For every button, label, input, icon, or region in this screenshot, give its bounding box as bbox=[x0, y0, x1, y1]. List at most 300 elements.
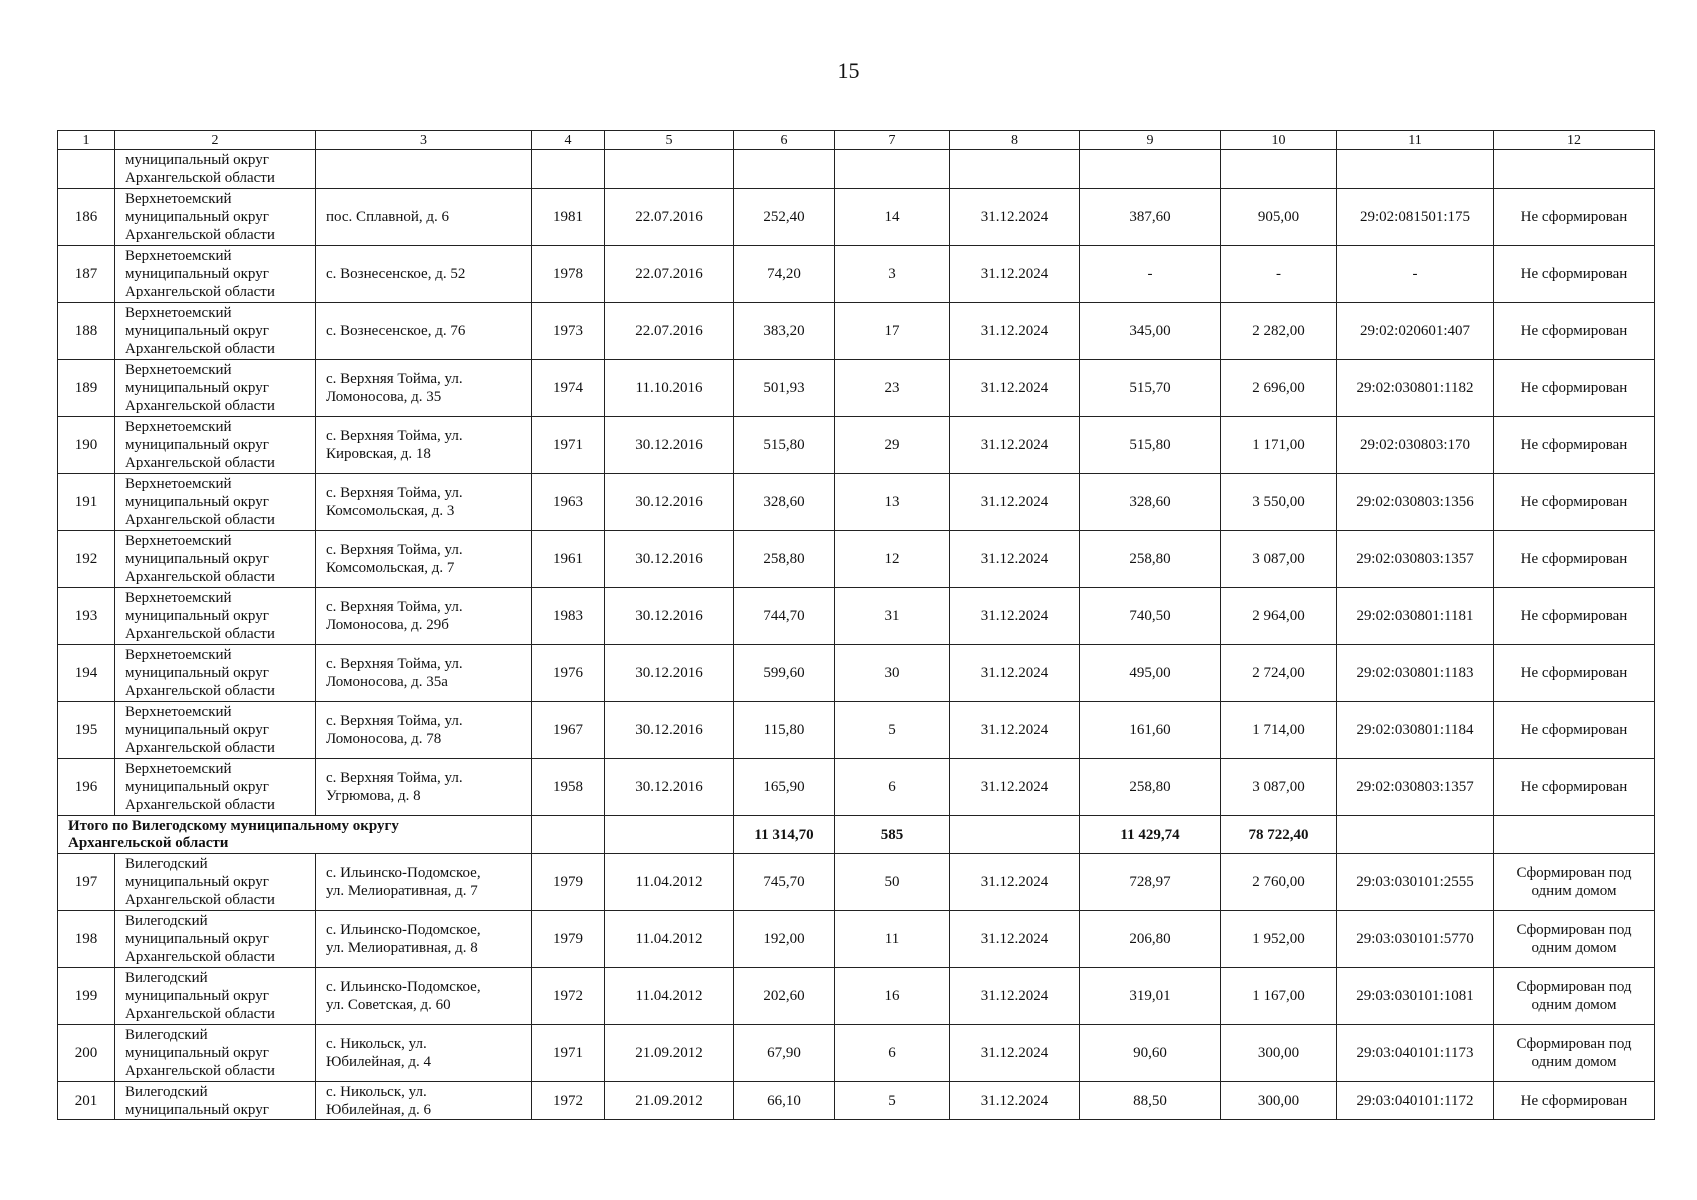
cadastral-number: 29:03:030101:1081 bbox=[1337, 968, 1494, 1025]
cadastral-number: 29:03:040101:1173 bbox=[1337, 1025, 1494, 1082]
land-status bbox=[1494, 1025, 1655, 1082]
recognition-date: 30.12.2016 bbox=[605, 702, 734, 759]
municipality-name-line: Архангельской области bbox=[125, 683, 275, 699]
land-status bbox=[1494, 531, 1655, 588]
house-area: 501,93 bbox=[734, 360, 835, 417]
cadastral-number: 29:02:030801:1183 bbox=[1337, 645, 1494, 702]
land-status bbox=[1494, 474, 1655, 531]
address-line: ул. Советская, д. 60 bbox=[326, 997, 451, 1013]
address-line: с. Верхняя Тойма, ул. bbox=[326, 485, 463, 501]
row-number: 198 bbox=[58, 911, 115, 968]
municipality-name bbox=[115, 911, 316, 968]
table-row-continued bbox=[58, 150, 1655, 189]
table-row bbox=[58, 303, 1655, 360]
residents-count: 5 bbox=[835, 702, 950, 759]
municipality-name-line: Верхнетоемский bbox=[125, 590, 232, 606]
house-area: 383,20 bbox=[734, 303, 835, 360]
municipality-name-line: муниципальный округ bbox=[125, 931, 269, 947]
address bbox=[316, 968, 532, 1025]
empty-cell bbox=[950, 816, 1080, 854]
empty-cell bbox=[1337, 816, 1494, 854]
municipality-name-line: Верхнетоемский bbox=[125, 761, 232, 777]
municipality-name bbox=[115, 645, 316, 702]
municipality-name-line: Архангельской области bbox=[125, 341, 275, 357]
land-status bbox=[1494, 968, 1655, 1025]
recognition-date: 30.12.2016 bbox=[605, 417, 734, 474]
land-area: 300,00 bbox=[1221, 1025, 1337, 1082]
address-line: с. Верхняя Тойма, ул. bbox=[326, 713, 463, 729]
row-number: 197 bbox=[58, 854, 115, 911]
municipality-name-line: Вилегодский bbox=[125, 970, 208, 986]
land-status-line: Не сформирован bbox=[1520, 494, 1628, 510]
land-area: 2 964,00 bbox=[1221, 588, 1337, 645]
cadastral-number: 29:02:030801:1182 bbox=[1337, 360, 1494, 417]
address-line: с. Никольск, ул. bbox=[326, 1083, 427, 1100]
municipality-name-line: Архангельской области bbox=[125, 170, 275, 186]
address-line: с. Верхняя Тойма, ул. bbox=[326, 770, 463, 786]
recognition-date: 30.12.2016 bbox=[605, 645, 734, 702]
residents-count: 31 bbox=[835, 588, 950, 645]
land-status-line: Не сформирован bbox=[1520, 608, 1628, 624]
recognition-date: 30.12.2016 bbox=[605, 531, 734, 588]
municipality-name bbox=[115, 150, 316, 189]
relocation-deadline: 31.12.2024 bbox=[950, 911, 1080, 968]
municipality-name-line: Архангельской области bbox=[125, 892, 275, 908]
recognition-date: 11.04.2012 bbox=[605, 854, 734, 911]
municipality-name-line: Вилегодский bbox=[125, 1083, 208, 1100]
municipality-name-line: муниципальный округ bbox=[125, 722, 269, 738]
land-status-line: Сформирован под bbox=[1516, 1036, 1632, 1052]
table-row bbox=[58, 1082, 1655, 1120]
column-header-8: 8 bbox=[950, 131, 1080, 150]
address-line: Ломоносова, д. 35а bbox=[326, 674, 448, 690]
relocation-deadline: 31.12.2024 bbox=[950, 1025, 1080, 1082]
address-line: ул. Мелиоративная, д. 8 bbox=[326, 940, 478, 956]
relocation-deadline: 31.12.2024 bbox=[950, 1082, 1080, 1120]
municipality-name-line: Архангельской области bbox=[125, 284, 275, 300]
area-value: 345,00 bbox=[1080, 303, 1221, 360]
cadastral-number: - bbox=[1337, 246, 1494, 303]
address-line: с. Ильинско-Подомское, bbox=[326, 865, 481, 881]
land-status bbox=[1494, 854, 1655, 911]
residents-count: 3 bbox=[835, 246, 950, 303]
address-line: Юбилейная, д. 6 bbox=[326, 1101, 431, 1118]
residents-count: 14 bbox=[835, 189, 950, 246]
municipality-name bbox=[115, 189, 316, 246]
municipality-name-line: Архангельской области bbox=[125, 398, 275, 414]
land-status-line: Не сформирован bbox=[1520, 437, 1628, 453]
land-status-line: Не сформирован bbox=[1520, 1092, 1628, 1109]
recognition-date: 11.10.2016 bbox=[605, 360, 734, 417]
address-line: Комсомольская, д. 7 bbox=[326, 560, 455, 576]
land-status-line: Не сформирован bbox=[1520, 209, 1628, 225]
total-house-area: 11 314,70 bbox=[734, 816, 835, 854]
row-number: 199 bbox=[58, 968, 115, 1025]
row-number: 201 bbox=[58, 1082, 115, 1120]
land-area: - bbox=[1221, 246, 1337, 303]
cadastral-number: 29:02:030803:1357 bbox=[1337, 759, 1494, 816]
municipality-name-line: Архангельской области bbox=[125, 1006, 275, 1022]
row-number bbox=[58, 150, 115, 189]
land-status-line: Не сформирован bbox=[1520, 722, 1628, 738]
cadastral-number: 29:02:020601:407 bbox=[1337, 303, 1494, 360]
cadastral-number: 29:02:030801:1181 bbox=[1337, 588, 1494, 645]
land-area: 1 952,00 bbox=[1221, 911, 1337, 968]
empty-cell bbox=[532, 816, 605, 854]
address-line: Кировская, д. 18 bbox=[326, 446, 431, 462]
residents-count: 50 bbox=[835, 854, 950, 911]
house-area: 165,90 bbox=[734, 759, 835, 816]
address bbox=[316, 759, 532, 816]
land-status-line: Не сформирован bbox=[1520, 266, 1628, 282]
house-area: 66,10 bbox=[734, 1082, 835, 1120]
land-status bbox=[1494, 360, 1655, 417]
recognition-date: 11.04.2012 bbox=[605, 968, 734, 1025]
area-value: 728,97 bbox=[1080, 854, 1221, 911]
land-status bbox=[1494, 911, 1655, 968]
empty-cell bbox=[316, 150, 532, 189]
house-area: 192,00 bbox=[734, 911, 835, 968]
recognition-date: 30.12.2016 bbox=[605, 588, 734, 645]
house-area: 745,70 bbox=[734, 854, 835, 911]
land-status bbox=[1494, 702, 1655, 759]
address-line: Юбилейная, д. 4 bbox=[326, 1054, 431, 1070]
housing-table bbox=[57, 130, 1655, 1120]
house-area: 115,80 bbox=[734, 702, 835, 759]
cadastral-number: 29:02:030803:1357 bbox=[1337, 531, 1494, 588]
address-line: Ломоносова, д. 78 bbox=[326, 731, 442, 747]
address-line: с. Верхняя Тойма, ул. bbox=[326, 371, 463, 387]
house-area: 252,40 bbox=[734, 189, 835, 246]
row-number: 192 bbox=[58, 531, 115, 588]
municipality-name bbox=[115, 702, 316, 759]
address bbox=[316, 189, 532, 246]
municipality-name-line: муниципальный округ bbox=[125, 1101, 269, 1118]
table-row bbox=[58, 360, 1655, 417]
column-header-5: 5 bbox=[605, 131, 734, 150]
land-status bbox=[1494, 1082, 1655, 1120]
build-year: 1958 bbox=[532, 759, 605, 816]
area-value: 258,80 bbox=[1080, 531, 1221, 588]
empty-cell bbox=[734, 150, 835, 189]
column-header-1: 1 bbox=[58, 131, 115, 150]
municipality-name-line: муниципальный округ bbox=[125, 494, 269, 510]
land-area: 300,00 bbox=[1221, 1082, 1337, 1120]
municipality-name-line: муниципальный округ bbox=[125, 437, 269, 453]
area-value: 161,60 bbox=[1080, 702, 1221, 759]
municipality-name-line: муниципальный округ bbox=[125, 1045, 269, 1061]
area-value: 515,70 bbox=[1080, 360, 1221, 417]
municipality-name bbox=[115, 1025, 316, 1082]
house-area: 74,20 bbox=[734, 246, 835, 303]
build-year: 1963 bbox=[532, 474, 605, 531]
cadastral-number: 29:03:030101:2555 bbox=[1337, 854, 1494, 911]
residents-count: 17 bbox=[835, 303, 950, 360]
recognition-date: 22.07.2016 bbox=[605, 246, 734, 303]
build-year: 1967 bbox=[532, 702, 605, 759]
recognition-date: 30.12.2016 bbox=[605, 474, 734, 531]
address-line: ул. Мелиоративная, д. 7 bbox=[326, 883, 478, 899]
build-year: 1978 bbox=[532, 246, 605, 303]
residents-count: 23 bbox=[835, 360, 950, 417]
recognition-date: 22.07.2016 bbox=[605, 189, 734, 246]
recognition-date: 21.09.2012 bbox=[605, 1082, 734, 1120]
land-area: 905,00 bbox=[1221, 189, 1337, 246]
total-label-line: Итого по Вилегодскому муниципальному округу bbox=[68, 817, 399, 834]
table-row bbox=[58, 911, 1655, 968]
build-year: 1961 bbox=[532, 531, 605, 588]
address-line: с. Верхняя Тойма, ул. bbox=[326, 428, 463, 444]
empty-cell bbox=[1494, 150, 1655, 189]
land-area: 3 087,00 bbox=[1221, 759, 1337, 816]
area-value: 90,60 bbox=[1080, 1025, 1221, 1082]
cadastral-number: 29:03:040101:1172 bbox=[1337, 1082, 1494, 1120]
municipality-name-line: муниципальный округ bbox=[125, 608, 269, 624]
table-row bbox=[58, 531, 1655, 588]
land-area: 2 696,00 bbox=[1221, 360, 1337, 417]
residents-count: 11 bbox=[835, 911, 950, 968]
municipality-name-line: Архангельской области bbox=[125, 949, 275, 965]
house-area: 599,60 bbox=[734, 645, 835, 702]
municipality-name-line: Вилегодский bbox=[125, 856, 208, 872]
municipality-name-line: Архангельской области bbox=[125, 569, 275, 585]
municipality-name-line: Верхнетоемский bbox=[125, 191, 232, 207]
area-value: 328,60 bbox=[1080, 474, 1221, 531]
relocation-deadline: 31.12.2024 bbox=[950, 702, 1080, 759]
relocation-deadline: 31.12.2024 bbox=[950, 417, 1080, 474]
row-number: 187 bbox=[58, 246, 115, 303]
empty-cell bbox=[1494, 816, 1655, 854]
empty-cell bbox=[950, 150, 1080, 189]
municipality-name-line: муниципальный округ bbox=[125, 779, 269, 795]
area-value: 740,50 bbox=[1080, 588, 1221, 645]
relocation-deadline: 31.12.2024 bbox=[950, 645, 1080, 702]
table-row bbox=[58, 1025, 1655, 1082]
municipality-name bbox=[115, 854, 316, 911]
row-number: 188 bbox=[58, 303, 115, 360]
municipality-name-line: Архангельской области bbox=[125, 227, 275, 243]
relocation-deadline: 31.12.2024 bbox=[950, 531, 1080, 588]
area-value: 495,00 bbox=[1080, 645, 1221, 702]
municipality-name-line: Верхнетоемский bbox=[125, 419, 232, 435]
area-value: 387,60 bbox=[1080, 189, 1221, 246]
table-row bbox=[58, 759, 1655, 816]
column-header-7: 7 bbox=[835, 131, 950, 150]
address-line: с. Верхняя Тойма, ул. bbox=[326, 656, 463, 672]
municipality-name-line: муниципальный округ bbox=[125, 323, 269, 339]
relocation-deadline: 31.12.2024 bbox=[950, 854, 1080, 911]
row-number: 200 bbox=[58, 1025, 115, 1082]
build-year: 1981 bbox=[532, 189, 605, 246]
land-status bbox=[1494, 588, 1655, 645]
area-value: 258,80 bbox=[1080, 759, 1221, 816]
area-value: 319,01 bbox=[1080, 968, 1221, 1025]
address bbox=[316, 1082, 532, 1120]
land-status bbox=[1494, 645, 1655, 702]
land-status bbox=[1494, 246, 1655, 303]
land-status-line: Не сформирован bbox=[1520, 323, 1628, 339]
relocation-deadline: 31.12.2024 bbox=[950, 968, 1080, 1025]
recognition-date: 30.12.2016 bbox=[605, 759, 734, 816]
house-area: 202,60 bbox=[734, 968, 835, 1025]
municipality-name-line: муниципальный округ bbox=[125, 152, 269, 168]
column-header-3: 3 bbox=[316, 131, 532, 150]
municipality-name bbox=[115, 588, 316, 645]
municipality-name-line: муниципальный округ bbox=[125, 266, 269, 282]
total-label-line: Архангельской области bbox=[68, 834, 229, 851]
land-area: 2 282,00 bbox=[1221, 303, 1337, 360]
relocation-deadline: 31.12.2024 bbox=[950, 303, 1080, 360]
address-line: с. Верхняя Тойма, ул. bbox=[326, 599, 463, 615]
municipality-name bbox=[115, 360, 316, 417]
residents-count: 6 bbox=[835, 759, 950, 816]
row-number: 189 bbox=[58, 360, 115, 417]
area-value: 88,50 bbox=[1080, 1082, 1221, 1120]
municipality-name bbox=[115, 417, 316, 474]
total-land-area: 78 722,40 bbox=[1221, 816, 1337, 854]
land-status-line: Не сформирован bbox=[1520, 665, 1628, 681]
residents-count: 13 bbox=[835, 474, 950, 531]
land-area: 2 760,00 bbox=[1221, 854, 1337, 911]
municipality-name-line: муниципальный округ bbox=[125, 551, 269, 567]
table-row bbox=[58, 968, 1655, 1025]
address-line: с. Ильинско-Подомское, bbox=[326, 922, 481, 938]
land-status-line: Не сформирован bbox=[1520, 551, 1628, 567]
table-row bbox=[58, 417, 1655, 474]
address bbox=[316, 911, 532, 968]
land-status bbox=[1494, 759, 1655, 816]
municipality-name-line: Верхнетоемский bbox=[125, 305, 232, 321]
address bbox=[316, 531, 532, 588]
cadastral-number: 29:02:081501:175 bbox=[1337, 189, 1494, 246]
cadastral-number: 29:02:030801:1184 bbox=[1337, 702, 1494, 759]
relocation-deadline: 31.12.2024 bbox=[950, 246, 1080, 303]
relocation-deadline: 31.12.2024 bbox=[950, 360, 1080, 417]
address-line: Угрюмова, д. 8 bbox=[326, 788, 421, 804]
address bbox=[316, 360, 532, 417]
municipality-name-line: Верхнетоемский bbox=[125, 476, 232, 492]
column-header-10: 10 bbox=[1221, 131, 1337, 150]
municipality-name bbox=[115, 759, 316, 816]
address-line: Ломоносова, д. 29б bbox=[326, 617, 449, 633]
build-year: 1974 bbox=[532, 360, 605, 417]
residents-count: 12 bbox=[835, 531, 950, 588]
address bbox=[316, 417, 532, 474]
table-row bbox=[58, 189, 1655, 246]
land-status-line: Сформирован под bbox=[1516, 979, 1632, 995]
relocation-deadline: 31.12.2024 bbox=[950, 474, 1080, 531]
municipality-name bbox=[115, 246, 316, 303]
residents-count: 6 bbox=[835, 1025, 950, 1082]
municipality-name bbox=[115, 968, 316, 1025]
build-year: 1973 bbox=[532, 303, 605, 360]
table-row bbox=[58, 588, 1655, 645]
address bbox=[316, 1025, 532, 1082]
area-value: 515,80 bbox=[1080, 417, 1221, 474]
page-number: 15 bbox=[837, 58, 860, 83]
total-residents: 585 bbox=[835, 816, 950, 854]
address-line: пос. Сплавной, д. 6 bbox=[326, 209, 450, 225]
build-year: 1971 bbox=[532, 417, 605, 474]
municipality-name-line: Архангельской области bbox=[125, 1063, 275, 1079]
empty-cell bbox=[1080, 150, 1221, 189]
row-number: 190 bbox=[58, 417, 115, 474]
column-header-2: 2 bbox=[115, 131, 316, 150]
address bbox=[316, 645, 532, 702]
address-line: с. Верхняя Тойма, ул. bbox=[326, 542, 463, 558]
house-area: 744,70 bbox=[734, 588, 835, 645]
land-area: 1 714,00 bbox=[1221, 702, 1337, 759]
build-year: 1972 bbox=[532, 1082, 605, 1120]
table-row bbox=[58, 474, 1655, 531]
municipality-name bbox=[115, 531, 316, 588]
row-number: 186 bbox=[58, 189, 115, 246]
land-status bbox=[1494, 189, 1655, 246]
empty-cell bbox=[1337, 150, 1494, 189]
municipality-name-line: Архангельской области bbox=[125, 740, 275, 756]
area-value: - bbox=[1080, 246, 1221, 303]
cadastral-number: 29:03:030101:5770 bbox=[1337, 911, 1494, 968]
column-number-row bbox=[58, 131, 1655, 150]
land-area: 2 724,00 bbox=[1221, 645, 1337, 702]
empty-cell bbox=[835, 150, 950, 189]
municipality-name bbox=[115, 303, 316, 360]
empty-cell bbox=[605, 816, 734, 854]
column-header-11: 11 bbox=[1337, 131, 1494, 150]
land-area: 1 167,00 bbox=[1221, 968, 1337, 1025]
column-header-12: 12 bbox=[1494, 131, 1655, 150]
land-status-line: Не сформирован bbox=[1520, 779, 1628, 795]
recognition-date: 22.07.2016 bbox=[605, 303, 734, 360]
area-value: 206,80 bbox=[1080, 911, 1221, 968]
build-year: 1979 bbox=[532, 854, 605, 911]
municipality-name-line: муниципальный округ bbox=[125, 380, 269, 396]
relocation-deadline: 31.12.2024 bbox=[950, 588, 1080, 645]
residents-count: 30 bbox=[835, 645, 950, 702]
total-row bbox=[58, 816, 1655, 854]
row-number: 193 bbox=[58, 588, 115, 645]
land-status-line: Сформирован под bbox=[1516, 865, 1632, 881]
build-year: 1979 bbox=[532, 911, 605, 968]
recognition-date: 11.04.2012 bbox=[605, 911, 734, 968]
municipality-name-line: муниципальный округ bbox=[125, 209, 269, 225]
address-line: с. Ильинско-Подомское, bbox=[326, 979, 481, 995]
cadastral-number: 29:02:030803:170 bbox=[1337, 417, 1494, 474]
municipality-name-line: Архангельской области bbox=[125, 455, 275, 471]
municipality-name-line: Архангельской области bbox=[125, 626, 275, 642]
municipality-name-line: Верхнетоемский bbox=[125, 533, 232, 549]
residents-count: 16 bbox=[835, 968, 950, 1025]
municipality-name-line: муниципальный округ bbox=[125, 988, 269, 1004]
column-header-4: 4 bbox=[532, 131, 605, 150]
municipality-name bbox=[115, 1082, 316, 1120]
build-year: 1983 bbox=[532, 588, 605, 645]
land-status-line: одним домом bbox=[1531, 940, 1617, 956]
land-area: 3 550,00 bbox=[1221, 474, 1337, 531]
address-line: Ломоносова, д. 35 bbox=[326, 389, 442, 405]
address bbox=[316, 303, 532, 360]
house-area: 328,60 bbox=[734, 474, 835, 531]
address bbox=[316, 854, 532, 911]
row-number: 194 bbox=[58, 645, 115, 702]
municipality-name-line: Верхнетоемский bbox=[125, 647, 232, 663]
land-status-line: одним домом bbox=[1531, 997, 1617, 1013]
address-line: с. Вознесенское, д. 52 bbox=[326, 266, 466, 282]
column-header-9: 9 bbox=[1080, 131, 1221, 150]
total-label bbox=[58, 816, 532, 854]
municipality-name-line: Верхнетоемский bbox=[125, 704, 232, 720]
land-status-line: одним домом bbox=[1531, 1054, 1617, 1070]
